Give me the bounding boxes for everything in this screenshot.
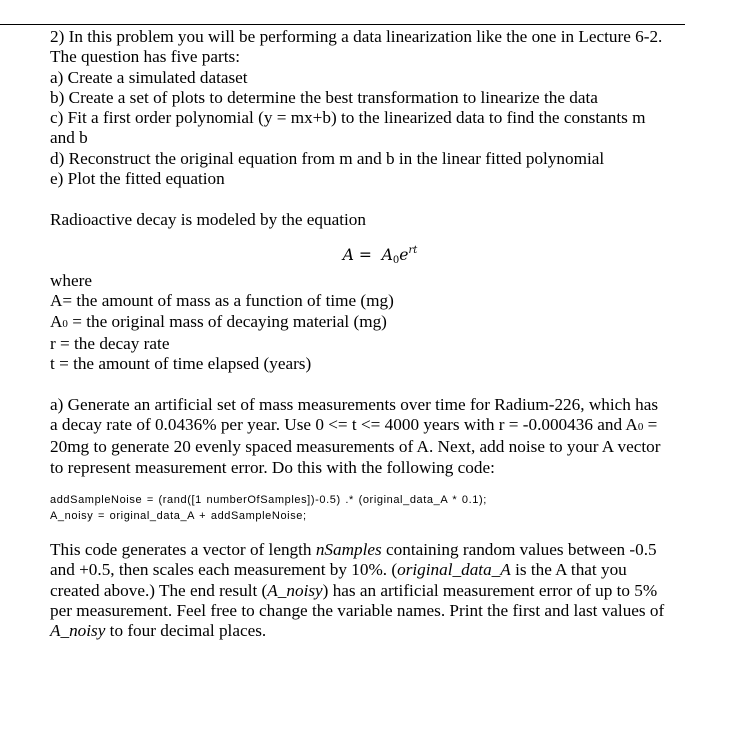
definition-symbol: A bbox=[50, 311, 63, 331]
explanation-line-1 bbox=[50, 540, 690, 560]
code-line-1: addSampleNoise = (rand([1 numberOfSamples])-0.5) .* (original_data_A * 0.1); bbox=[50, 493, 487, 506]
definition-symbol: t bbox=[50, 354, 55, 374]
explanation-text: and +0.5, then scales each measurement by 10%. ( bbox=[50, 560, 398, 580]
explanation-line-3 bbox=[50, 581, 690, 601]
definition-subscript: 0 bbox=[62, 317, 68, 330]
part-a-line-3: 20mg to generate 20 evenly spaced measurements of A. Next, add noise to your A vector bbox=[50, 437, 661, 457]
definition-t bbox=[50, 354, 690, 374]
part-a-line-1: a) Generate an artificial set of mass measurements over time for Radium-226, which has bbox=[50, 394, 659, 414]
part-c-summary: c) Fit a first order polynomial (y = mx+b) to the linearized data to find the constants m bbox=[50, 108, 646, 128]
equation-base-subscript: 0 bbox=[392, 254, 400, 266]
spacer bbox=[50, 374, 690, 394]
where-label: where bbox=[50, 270, 92, 290]
variable-a-noisy: A_noisy bbox=[267, 580, 323, 600]
definition-a0 bbox=[50, 312, 690, 334]
part-a-line-2-text: a decay rate of 0.0436% per year. Use 0 <= t <= 4000 years with r = -0.000436 and A bbox=[50, 415, 638, 435]
definition-text: = the original mass of decaying material (mg) bbox=[67, 311, 387, 331]
part-d-summary: d) Reconstruct the original equation from m and b in the linear fitted polynomial bbox=[50, 148, 605, 168]
model-intro: Radioactive decay is modeled by the equation bbox=[50, 209, 366, 229]
part-a-line-2 bbox=[50, 415, 690, 437]
part-a-line-2-end: = bbox=[643, 415, 658, 435]
explanation-text: containing random values between -0.5 bbox=[381, 539, 657, 559]
definition-symbol: A bbox=[50, 291, 63, 311]
equation-exponent: rt bbox=[408, 244, 418, 256]
variable-original-data-a: original_data_A bbox=[397, 560, 511, 580]
definition-r bbox=[50, 334, 690, 354]
explanation-line-4: per measurement. Feel free to change the variable names. Print the first and last values of bbox=[50, 600, 665, 620]
explanation-text: ) has an artificial measurement error of up to 5% bbox=[322, 580, 658, 600]
explanation-line-2 bbox=[50, 560, 690, 580]
code-line-2: A_noisy = original_data_A + addSampleNoise; bbox=[50, 509, 307, 522]
part-b-summary: b) Create a set of plots to determine the best transformation to linearize the data bbox=[50, 87, 598, 107]
part-e-summary: e) Plot the fitted equation bbox=[50, 169, 225, 189]
definition-text: = the amount of mass as a function of time (mg) bbox=[62, 291, 394, 311]
variable-nsamples: nSamples bbox=[315, 539, 382, 559]
spacer bbox=[50, 189, 690, 209]
code-block bbox=[50, 492, 690, 524]
explanation-text: created above.) The end result ( bbox=[50, 580, 268, 600]
part-a-line-2-subscript: 0 bbox=[637, 421, 644, 434]
top-rule-divider bbox=[0, 24, 685, 25]
explanation-line-5 bbox=[50, 621, 690, 641]
part-a-line-4: to represent measurement error. Do this with the following code: bbox=[50, 457, 495, 477]
explanation-text: to four decimal places. bbox=[105, 621, 267, 641]
equation-base: A bbox=[381, 245, 393, 264]
part-c-summary-continued: and b bbox=[50, 128, 88, 148]
definition-text: = the decay rate bbox=[55, 333, 170, 353]
equation-exp-base: e bbox=[399, 245, 409, 264]
definition-symbol: r bbox=[50, 333, 56, 353]
part-a-summary: a) Create a simulated dataset bbox=[50, 67, 248, 87]
explanation-text: This code generates a vector of length bbox=[50, 539, 316, 559]
definition-a bbox=[50, 291, 690, 311]
problem-intro-line-2: The question has five parts: bbox=[50, 47, 240, 67]
problem-document bbox=[50, 27, 690, 641]
decay-equation bbox=[50, 230, 690, 271]
variable-a-noisy: A_noisy bbox=[50, 621, 106, 641]
equation-equals: = bbox=[358, 245, 372, 264]
problem-intro-line-1: 2) In this problem you will be performing a data linearization like the one in Lecture 6-2. bbox=[50, 27, 663, 46]
definition-text: = the amount of time elapsed (years) bbox=[54, 354, 312, 374]
explanation-text: is the A that you bbox=[510, 560, 627, 580]
equation-lhs: A bbox=[342, 245, 354, 264]
